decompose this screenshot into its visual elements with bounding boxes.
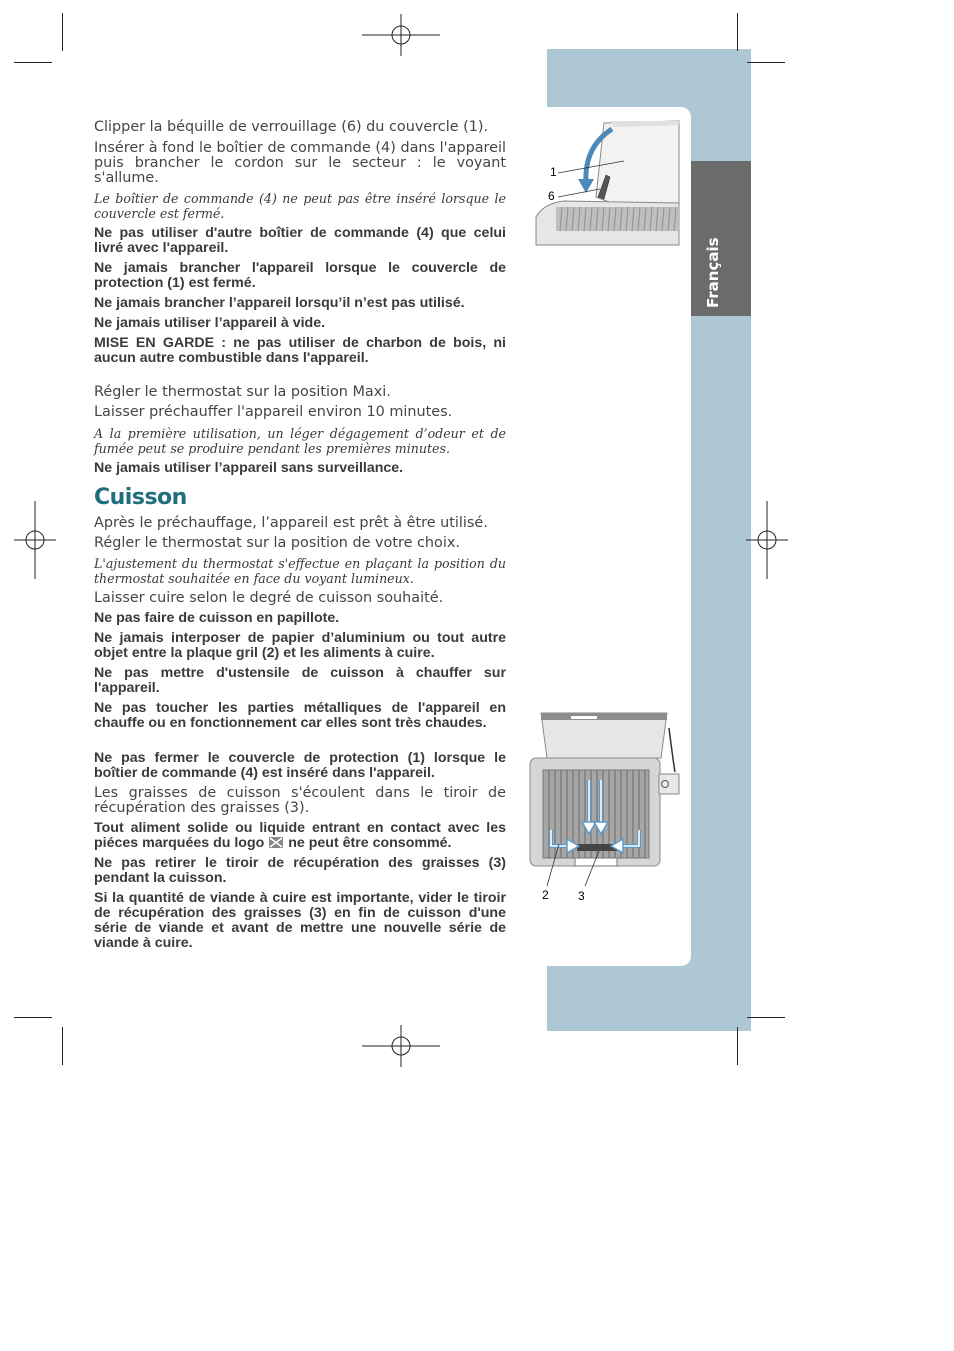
- warning-unused: Ne jamais brancher l’appareil lorsqu’il n’est pas utilisé.: [94, 295, 465, 311]
- note-control-box: Le boîtier de commande (4) ne peut pas être inséré lorsque le couvercle est fermé.: [94, 191, 506, 222]
- no-food-contact-icon: [268, 836, 284, 849]
- warning-supervision: Ne jamais utiliser l’appareil sans surveillance.: [94, 460, 404, 476]
- crop-mark: [14, 1017, 52, 1018]
- figure-grease-flow: [527, 710, 685, 910]
- instruction-thermostat-max: Régler le thermostat sur la position Maxi.: [94, 384, 391, 400]
- registration-mark-icon: [746, 501, 788, 579]
- warning-drawer: Ne pas retirer le tiroir de récupération des graisses (3) pendant la cuisson.: [94, 855, 506, 887]
- registration-mark-icon: [362, 14, 440, 56]
- warning-logo: [94, 821, 506, 851]
- warning-empty-drawer: Si la quantité de viande à cuire est importante, vider le tiroir de récupération des graisses (3) en fin de cuisson d'une série de viande et avant de mettre une nouvelle série de viande à cuire.: [94, 890, 506, 952]
- crop-mark: [737, 1027, 738, 1065]
- warning-empty: Ne jamais utiliser l’appareil à vide.: [94, 315, 326, 331]
- crop-mark: [14, 62, 52, 63]
- warning-aluminium: Ne jamais interposer de papier d’aluminium ou tout autre objet entre la plaque gril (2) et les aliments à cuire.: [94, 630, 506, 662]
- crop-mark: [62, 13, 63, 51]
- figure-callout-1: 1: [550, 165, 557, 179]
- language-label: Français: [704, 237, 722, 308]
- crop-mark: [737, 13, 738, 51]
- figure-lid-latch: [534, 117, 680, 247]
- note-first-use: A la première utilisation, un léger dégagement d’odeur et de fumée peut se produire pendant les premières minutes.: [94, 426, 506, 457]
- instruction-preheat: Laisser préchauffer l'appareil environ 10 minutes.: [94, 404, 453, 420]
- warning-logo-text-a: Tout aliment solide ou liquide entrant en contact avec les piéces marquées du logo: [94, 820, 506, 852]
- figure-callout-6: 6: [548, 189, 555, 203]
- instruction-clip-latch: Clipper la béquille de verrouillage (6) du couvercle (1).: [94, 119, 489, 135]
- crop-mark: [62, 1027, 63, 1065]
- instruction-insert-control: Insérer à fond le boîtier de commande (4) dans l'appareil puis brancher le cordon sur le secteur : le voyant s'allume.: [94, 140, 506, 187]
- registration-mark-icon: [362, 1025, 440, 1067]
- warning-charcoal: MISE EN GARDE : ne pas utiliser de charbon de bois, ni aucun autre combustible dans l'appareil.: [94, 335, 506, 367]
- warning-logo-text-b: ne peut être consommé.: [288, 835, 452, 852]
- registration-mark-icon: [14, 501, 56, 579]
- figure-callout-3: 3: [578, 889, 585, 903]
- warning-metal-parts: Ne pas toucher les parties métalliques de l'appareil en chauffe ou en fonctionnement car elles sont très chaudes.: [94, 700, 506, 732]
- instruction-cook: Laisser cuire selon le degré de cuisson souhaité.: [94, 590, 444, 606]
- figure-callout-2: 2: [542, 888, 549, 902]
- instruction-ready: Après le préchauffage, l’appareil est prêt à être utilisé.: [94, 515, 488, 531]
- instruction-thermostat-choice: Régler le thermostat sur la position de votre choix.: [94, 535, 460, 551]
- instruction-grease: Les graisses de cuisson s'écoulent dans le tiroir de récupération des graisses (3).: [94, 785, 506, 817]
- warning-utensil: Ne pas mettre d'ustensile de cuisson à chauffer sur l'appareil.: [94, 665, 506, 697]
- crop-mark: [747, 1017, 785, 1018]
- warning-control-box: Ne pas utiliser d'autre boîtier de commande (4) que celui livré avec l'appareil.: [94, 225, 506, 257]
- note-thermostat: L'ajustement du thermostat s'effectue en plaçant la position du thermostat souhaitée en face du voyant lumineux.: [94, 556, 506, 587]
- warning-close-lid: Ne pas fermer le couvercle de protection (1) lorsque le boîtier de commande (4) est inséré dans l'appareil.: [94, 750, 506, 782]
- crop-mark: [747, 62, 785, 63]
- section-title: Cuisson: [94, 485, 187, 510]
- warning-papillote: Ne pas faire de cuisson en papillote.: [94, 610, 340, 626]
- warning-lid-closed: Ne jamais brancher l'appareil lorsque le couvercle de protection (1) est fermé.: [94, 260, 506, 292]
